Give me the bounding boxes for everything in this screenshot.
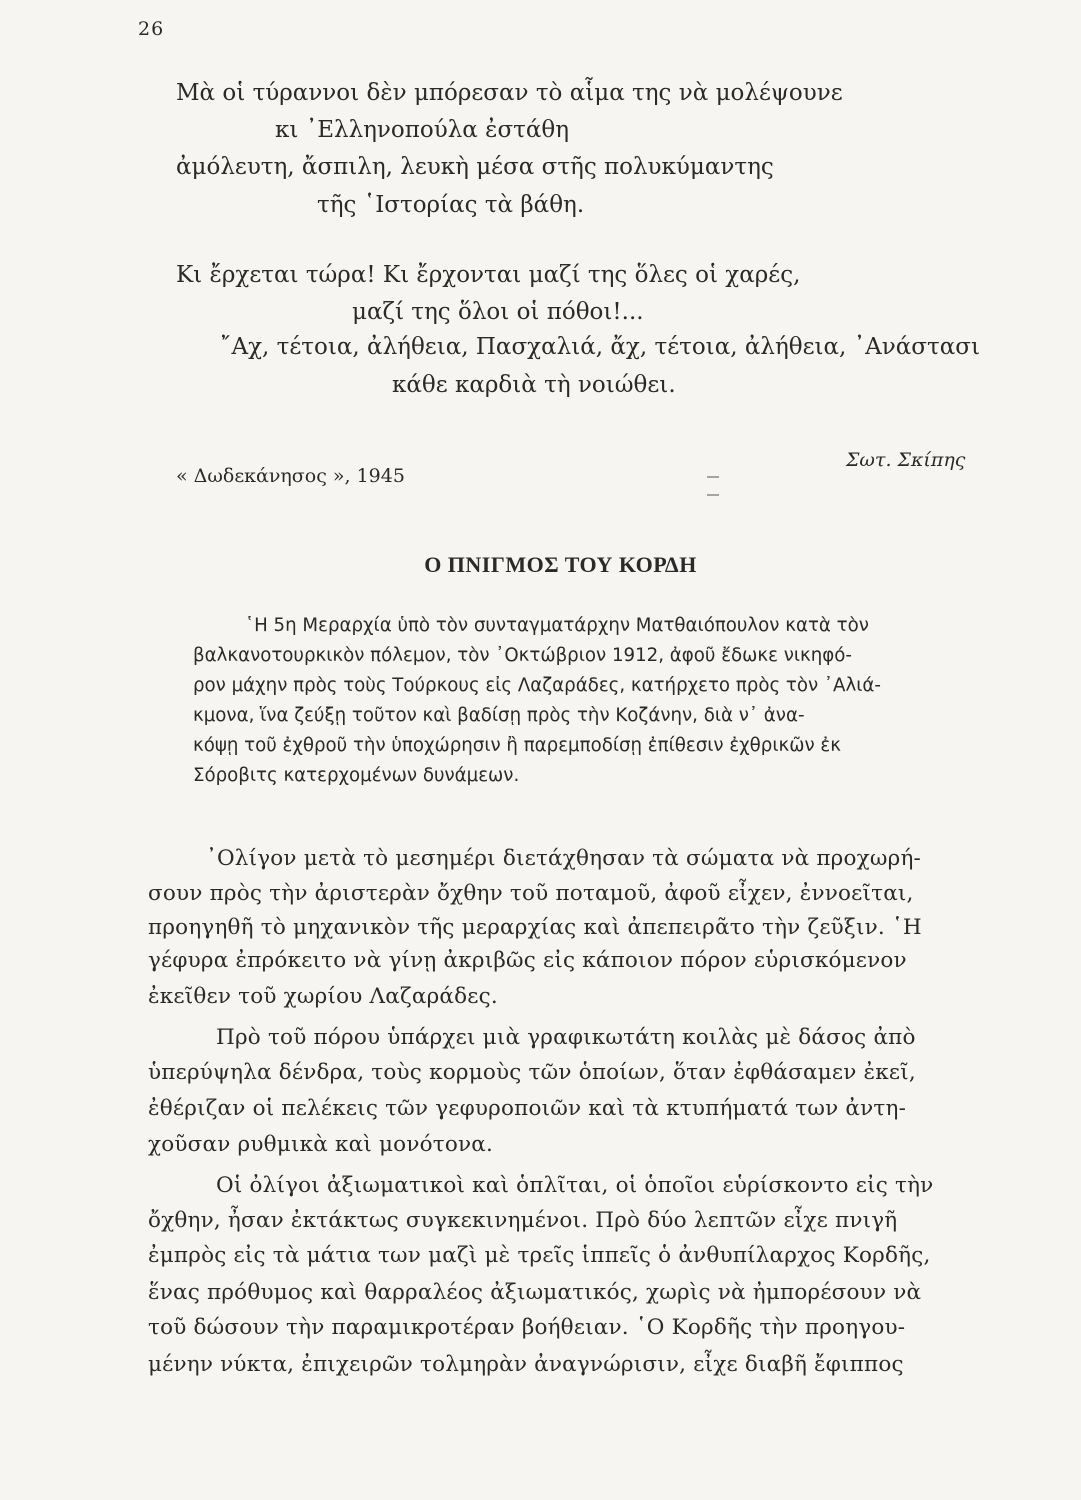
poem-line: κάθε καρδιὰ τὴ νοιώθει.	[392, 372, 676, 398]
intro-line: κμονα, ἵνα ζεύξῃ τοῦτον καὶ βαδίσῃ πρὸς τὴν Κοζάνην, διὰ ν᾿ ἀνα-	[193, 705, 805, 726]
poem-line: κι ᾿Ελληνοπούλα ἐστάθη	[275, 117, 570, 143]
poem-line: Μὰ οἱ τύραννοι δὲν μπόρεσαν τὸ αἷμα της νὰ μολέψουνε	[176, 80, 843, 106]
intro-line: βαλκανοτουρκικὸν πόλεμον, τὸν ᾿Οκτώβριον 1912, ἀφοῦ ἔδωκε νικηφό-	[193, 645, 852, 666]
body-line: Πρὸ τοῦ πόρου ὑπάρχει μιὰ γραφικωτάτη κοιλὰς μὲ δάσος ἀπὸ	[216, 1025, 916, 1050]
body-line: τοῦ δώσουν τὴν παραμικροτέραν βοήθειαν. ῾Ο Κορδῆς τὴν προηγου-	[148, 1315, 906, 1340]
intro-line: Σόροβιτς κατερχομένων δυνάμεων.	[193, 765, 520, 786]
body-line: Οἱ ὀλίγοι ἀξιωματικοὶ καὶ ὁπλῖται, οἱ ὁποῖοι εὑρίσκοντο εἰς τὴν	[216, 1173, 934, 1198]
poem-line: Κι ἔρχεται τώρα! Κι ἔρχονται μαζί της ὅλες οἱ χαρές,	[176, 262, 801, 288]
poem-line: μαζί της ὅλοι οἱ πόθοι!...	[352, 299, 644, 325]
body-line: ἐμπρὸς εἰς τὰ μάτια των μαζὶ μὲ τρεῖς ἱππεῖς ὁ ἀνθυπίλαρχος Κορδῆς,	[148, 1243, 931, 1268]
body-line: ὑπερύψηλα δένδρα, τοὺς κορμοὺς τῶν ὁποίων, ὅταν ἐφθάσαμεν ἐκεῖ,	[148, 1060, 916, 1085]
page-number: 26	[138, 18, 165, 40]
poem-line: ἀμόλευτη, ἄσπιλη, λευκὴ μέσα στῆς πολυκύμαντης	[176, 154, 774, 180]
body-line: προηγηθῆ τὸ μηχανικὸν τῆς μεραρχίας καὶ ἀπεπειρᾶτο τὴν ζεῦξιν. ῾Η	[148, 915, 922, 940]
body-line: ἐθέριζαν οἱ πελέκεις τῶν γεφυροποιῶν καὶ τὰ κτυπήματά των ἀντη-	[148, 1096, 907, 1121]
body-line: ᾿Ολίγον μετὰ τὸ μεσημέρι διετάχθησαν τὰ σώματα νὰ προχωρή-	[206, 846, 922, 871]
intro-line: ῾Η 5η Μεραρχία ὑπὸ τὸν συνταγματάρχην Ματθαιόπουλον κατὰ τὸν	[245, 615, 869, 636]
article-title: Ο ΠΝΙΓΜΟΣ ΤΟΥ ΚΟΡΔΗ	[424, 552, 697, 577]
intro-line: ρον μάχην πρὸς τοὺς Τούρκους εἰς Λαζαράδες, κατήρχετο πρὸς τὸν ᾿Αλιά-	[193, 675, 881, 696]
body-line: μένην νύκτα, ἐπιχειρῶν τολμηρὰν ἀναγνώρισιν, εἶχε διαβῆ ἔφιππος	[148, 1352, 904, 1377]
body-line: χοῦσαν ρυθμικὰ καὶ μονότονα.	[148, 1132, 494, 1157]
poem-source: « Δωδεκάνησος », 1945	[176, 465, 405, 487]
body-line: σουν πρὸς τὴν ἀριστερὰν ὄχθην τοῦ ποταμοῦ, ἀφοῦ εἶχεν, ἐννοεῖται,	[148, 881, 914, 906]
poem-author: Σωτ. Σκίπης	[846, 449, 966, 471]
body-line: ἐκεῖθεν τοῦ χωρίου Λαζαράδες.	[148, 984, 498, 1009]
body-line: ὄχθην, ἦσαν ἐκτάκτως συγκεκινημένοι. Πρὸ δύο λεπτῶν εἶχε πνιγῆ	[148, 1208, 898, 1233]
separator-mark	[707, 476, 719, 496]
body-line: ἕνας πρόθυμος καὶ θαρραλέος ἀξιωματικός, χωρὶς νὰ ἠμπορέσουν νὰ	[148, 1280, 922, 1305]
poem-line: τῆς ῾Ιστορίας τὰ βάθη.	[317, 192, 585, 218]
intro-line: κόψῃ τοῦ ἐχθροῦ τὴν ὑποχώρησιν ἢ παρεμποδίσῃ ἐπίθεσιν ἐχθρικῶν ἐκ	[193, 735, 841, 756]
poem-line: ῎Αχ, τέτοια, ἀλήθεια, Πασχαλιά, ἄχ, τέτοια, ἀλήθεια, ᾿Ανάστασι	[220, 334, 980, 360]
body-line: γέφυρα ἐπρόκειτο νὰ γίνῃ ἀκριβῶς εἰς κάποιον πόρον εὑρισκόμενον	[148, 948, 907, 973]
